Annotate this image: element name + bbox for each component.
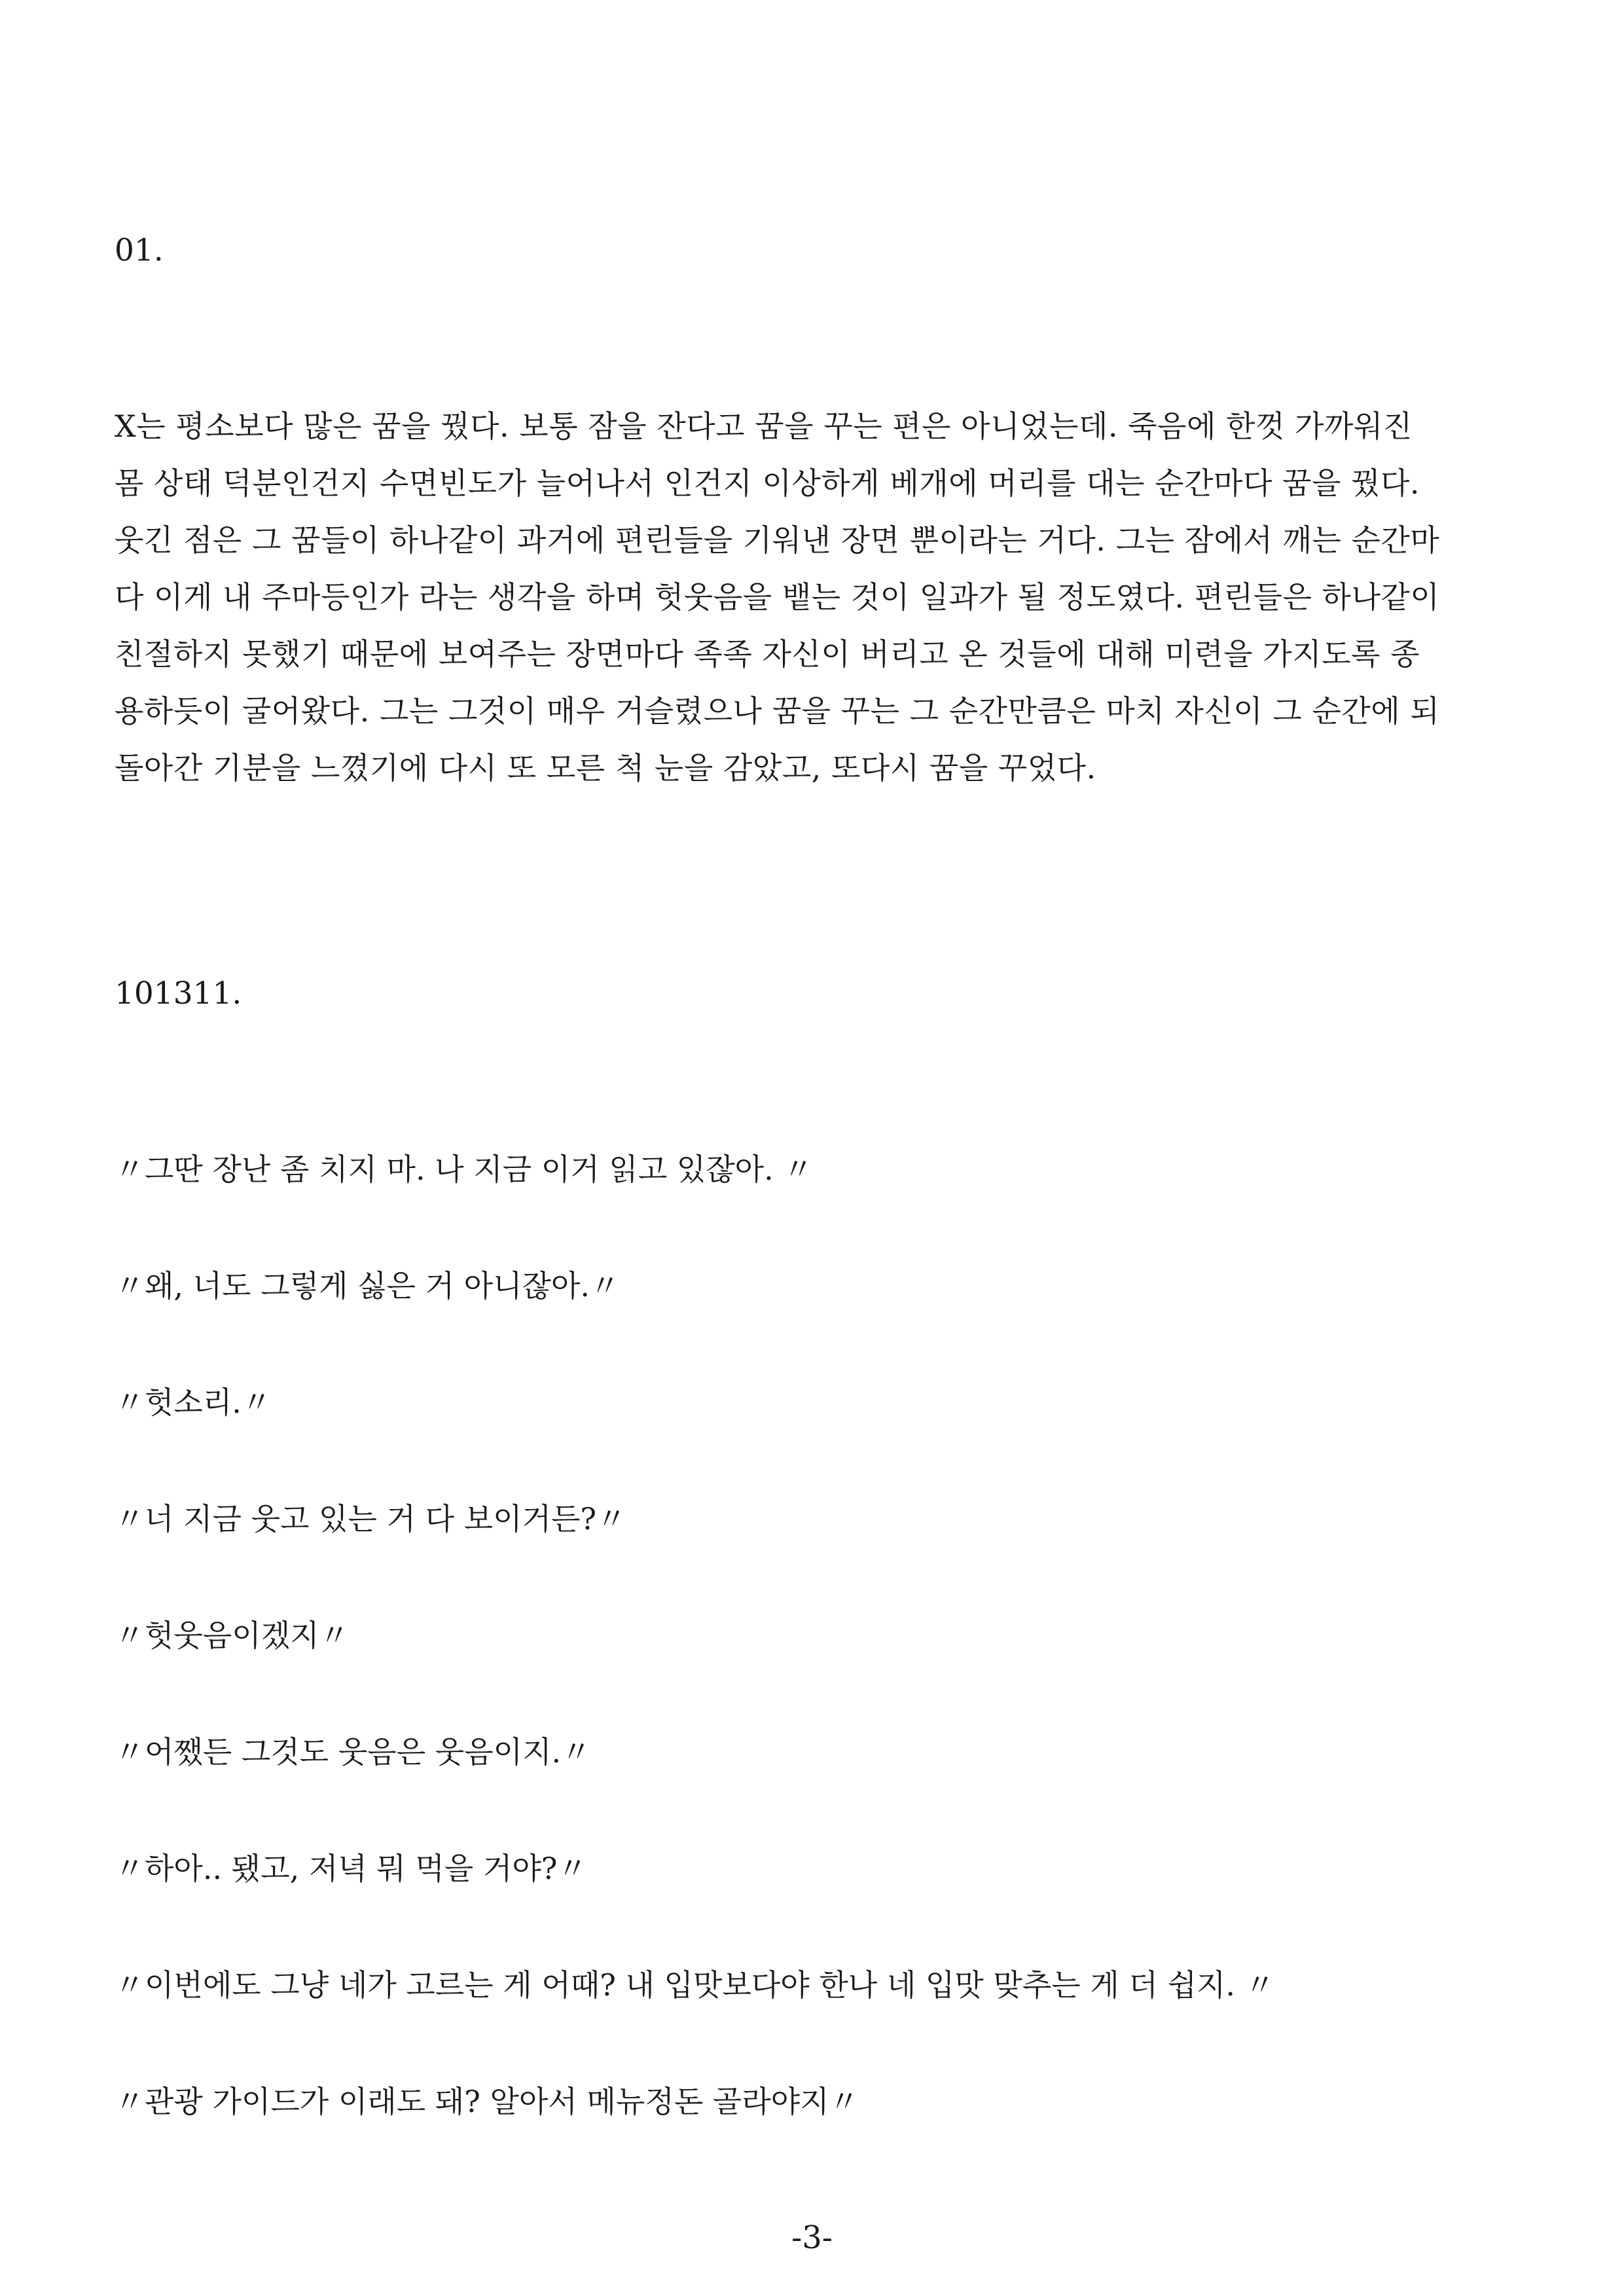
paragraph-line: X는 평소보다 많은 꿈을 꿨다. 보통 잠을 잔다고 꿈을 꾸는 편은 아니었는데. 죽음에 한껏 가까워진 <box>115 409 1413 444</box>
section-heading-101311: 101311. <box>115 975 242 1011</box>
dialogue-line: 〃이번에도 그냥 네가 고르는 게 어때? 내 입맛보다야 한나 네 입맛 맞추는 게 더 쉽지. 〃 <box>115 1967 1275 2003</box>
paragraph-line: 용하듯이 굴어왔다. 그는 그것이 매우 거슬렸으나 꿈을 꾸는 그 순간만큼은 마치 자신이 그 순간에 되 <box>115 693 1440 729</box>
dialogue-line: 〃헛소리.〃 <box>115 1385 272 1420</box>
dialogue-line: 〃어쨌든 그것도 웃음은 웃음이지.〃 <box>115 1734 592 1770</box>
dialogue-line: 〃너 지금 웃고 있는 거 다 보이거든?〃 <box>115 1501 627 1537</box>
dialogue-line: 〃왜, 너도 그렇게 싫은 거 아니잖아.〃 <box>115 1268 621 1303</box>
dialogue-line: 〃헛웃음이겠지〃 <box>115 1618 350 1653</box>
paragraph-line: 몸 상태 덕분인건지 수면빈도가 늘어나서 인건지 이상하게 베개에 머리를 대는 순간마다 꿈을 꿨다. <box>115 465 1420 501</box>
page-number: -3- <box>791 2219 833 2256</box>
section-heading-01: 01. <box>115 232 164 268</box>
dialogue-line: 〃관광 가이드가 이래도 돼? 알아서 메뉴정돈 골라야지〃 <box>115 2084 859 2119</box>
dialogue-line: 〃그딴 장난 좀 치지 마. 나 지금 이거 읽고 있잖아. 〃 <box>115 1152 814 1187</box>
dialogue-line: 〃하아.. 됐고, 저녁 뭐 먹을 거야?〃 <box>115 1851 588 1886</box>
paragraph-line: 돌아간 기분을 느꼈기에 다시 또 모른 척 눈을 감았고, 또다시 꿈을 꾸었다. <box>115 750 1096 786</box>
paragraph-line: 친절하지 못했기 때문에 보여주는 장면마다 족족 자신이 버리고 온 것들에 대해 미련을 가지도록 종 <box>115 636 1420 672</box>
paragraph-line: 다 이게 내 주마등인가 라는 생각을 하며 헛웃음을 뱉는 것이 일과가 될 정도였다. 편린들은 하나같이 <box>115 579 1440 615</box>
paragraph-line: 웃긴 점은 그 꿈들이 하나같이 과거에 편린들을 기워낸 장면 뿐이라는 거다. 그는 잠에서 깨는 순간마 <box>115 522 1440 558</box>
